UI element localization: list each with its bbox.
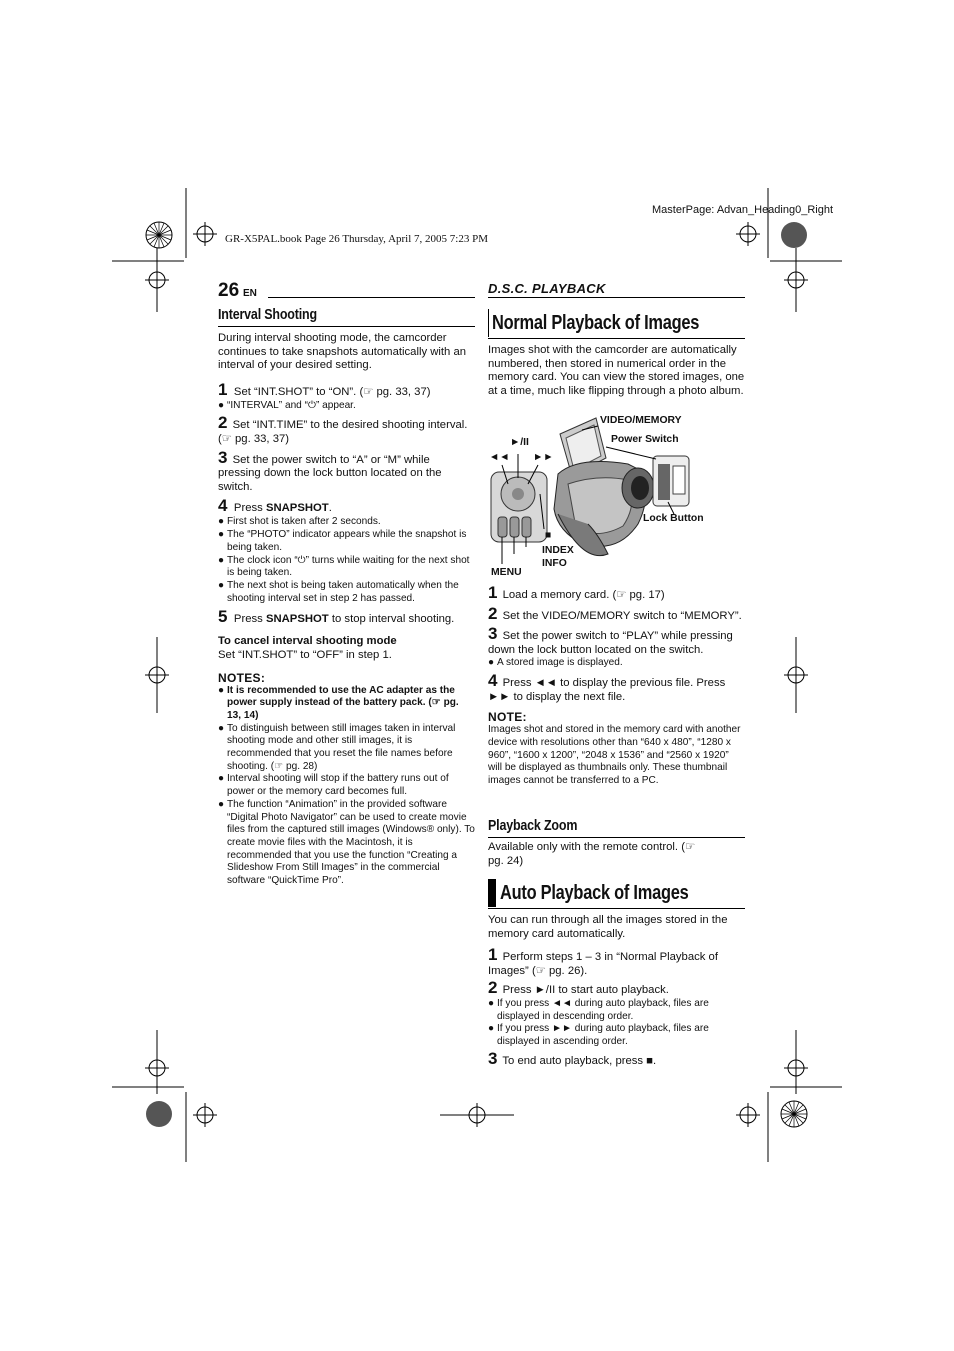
list-item: ● If you press ►► during auto playback, files are displayed in ascending order.	[488, 1023, 709, 1048]
caption-power-switch: Power Switch	[611, 434, 679, 445]
normal-playback-heading: Normal Playback of Images	[492, 311, 700, 334]
caption-index: INDEX	[542, 545, 574, 556]
step-4: 4 Press SNAPSHOT. ● First shot is taken after 2 seconds. ● The “PHOTO” indicator appears while the snapshot is being taken. ● The clock icon “⏻” turns while waiting for the next shot is being taken. ● The next shot is being taken automatically when the shooting interval set in step 2 has passed.	[218, 498, 475, 605]
normal-playback-intro: Images shot with the camcorder are automatically numbered, then stored in numerical order in the memory card. You can view the stored images, one at a time, much like flipping through a photo album.	[488, 344, 745, 397]
normal-playback-section	[488, 309, 745, 398]
step-2: 2 Press ►/II to start auto playback.	[488, 978, 669, 998]
list-item: ● The function “Animation” in the provided software “Digital Photo Navigator” can be used to create movie files from the captured still images (Windows® only). To create movie files with the Macintosh, it is recommended that you use the function “Creating a Slideshow From Still Images” in the commercial software “QuickTime Pro”.	[218, 798, 475, 887]
cancel-heading: To cancel interval shooting mode	[218, 635, 397, 648]
interval-shooting-section	[218, 307, 475, 888]
step-2: 2 Set “INT.TIME” to the desired shooting interval. (☞ pg. 33, 37)	[218, 413, 468, 446]
caption-lock-button: Lock Button	[643, 513, 704, 524]
masterpage-label: MasterPage: Advan_Heading0_Right	[652, 204, 834, 216]
header-rule-left	[268, 297, 475, 298]
auto-playback-intro: You can run through all the images stored in the memory card automatically.	[488, 914, 728, 940]
interval-shooting-heading: Interval Shooting	[218, 307, 317, 323]
caption-play-pause: ►/II	[510, 437, 529, 448]
note-text: Images shot and stored in the memory card with another device with resolutions other than “640 x 480”, “1280 x 960”, “1600 x 1200”, “2048 x 1536” and “2560 x 1920” will be displayed as thumbnails only. These thumbnail images cannot be transferred to a PC.	[488, 724, 741, 787]
caption-fast-forward: ►►	[533, 452, 554, 463]
list-item: ● To distinguish between still images taken in interval shooting mode and other still images, it is recommended that you reset the file names before shooting. (☞ pg. 28)	[218, 722, 456, 772]
step-4: 4 Press ◄◄ to display the previous file. Press ►► to display the next file.	[488, 671, 726, 703]
caption-info: INFO	[542, 558, 567, 569]
heading-rule	[488, 837, 745, 838]
cancel-text: Set “INT.SHOT” to “OFF” in step 1.	[218, 648, 392, 661]
heading-rule	[488, 908, 745, 909]
step-1: 1 Perform steps 1 – 3 in “Normal Playback of Images” (☞ pg. 26).	[488, 945, 718, 977]
list-item: ● The clock icon “⏻” turns while waiting for the next shot is being taken.	[218, 554, 470, 579]
caption-stop: ■	[545, 530, 552, 541]
caption-menu: MENU	[491, 567, 522, 578]
playback-zoom-heading: Playback Zoom	[488, 818, 578, 834]
step-3: 3 Set the power switch to “A” or “M” while pressing down the lock button located on the switch.	[218, 447, 442, 493]
list-item: ● The next shot is being taken automatically when the shooting interval set in step 2 has passed.	[218, 579, 459, 604]
heading-bar	[488, 879, 496, 907]
list-item: ● The “PHOTO” indicator appears while the snapshot is being taken.	[218, 529, 467, 553]
page-number: 26	[218, 280, 240, 301]
list-item: ● It is recommended to use the AC adapter as the power supply instead of the battery pack. (☞ pg. 13, 14)	[218, 684, 459, 721]
auto-playback-section	[488, 879, 745, 1068]
book-info-line: GR-X5PAL.book Page 26 Thursday, April 7, 2005 7:23 PM	[225, 233, 488, 245]
note-heading: NOTE:	[488, 710, 527, 725]
list-item: ● First shot is taken after 2 seconds.	[218, 516, 381, 528]
step-5: 5 Press SNAPSHOT to stop interval shooting.	[218, 607, 455, 627]
step-2: 2 Set the VIDEO/MEMORY switch to “MEMORY”.	[488, 603, 742, 623]
step-3: 3 Set the power switch to “PLAY” while pressing down the lock button located on the switch.	[488, 624, 733, 656]
caption-rewind: ◄◄	[489, 452, 510, 463]
auto-playback-heading: Auto Playback of Images	[500, 881, 689, 904]
step-1: 1 Set “INT.SHOT” to “ON”. (☞ pg. 33, 37) ● “INTERVAL” and “⏻” appear.	[218, 382, 475, 413]
list-item: ● Interval shooting will stop if the battery runs out of power or the memory card becomes full.	[218, 773, 449, 798]
header-rule-right	[488, 297, 745, 298]
heading-rule	[488, 338, 745, 339]
language-code: EN	[243, 288, 257, 299]
playback-zoom-section	[488, 818, 745, 868]
notes-heading: NOTES:	[218, 670, 266, 685]
interval-intro: During interval shooting mode, the camcorder continues to take snapshots automatically with an interval of your desired setting.	[218, 332, 467, 372]
step-3: 3 To end auto playback, press ■.	[488, 1048, 657, 1068]
caption-video-memory: VIDEO/MEMORY	[600, 415, 682, 426]
step-1: 1 Load a memory card. (☞ pg. 17)	[488, 583, 665, 602]
list-item: ● “INTERVAL” and “⏻” appear.	[218, 399, 356, 411]
list-item: ● If you press ◄◄ during auto playback, files are displayed in descending order.	[488, 997, 709, 1022]
list-item: ● A stored image is displayed.	[488, 657, 623, 669]
section-title: D.S.C. PLAYBACK	[488, 281, 606, 296]
normal-playback-steps	[488, 583, 745, 788]
playback-zoom-text: Available only with the remote control. (☞ pg. 24)	[488, 841, 696, 867]
heading-rule	[218, 326, 475, 327]
